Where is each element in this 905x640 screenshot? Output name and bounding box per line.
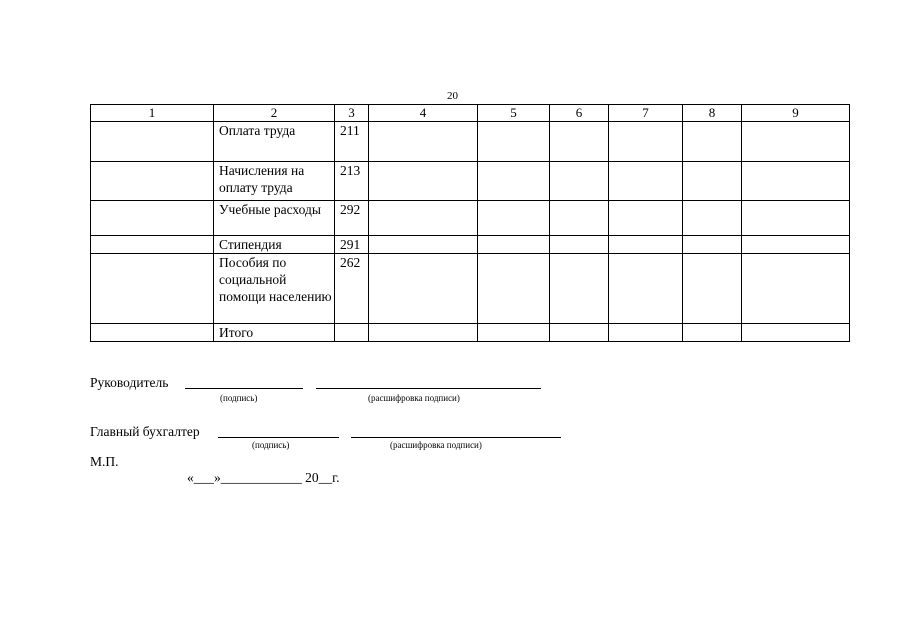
table-cell bbox=[369, 201, 478, 236]
table-cell bbox=[609, 254, 683, 324]
date-line: «___»____________ 20__г. bbox=[187, 470, 340, 485]
table-cell bbox=[369, 162, 478, 201]
row-code: 262 bbox=[335, 254, 369, 324]
row-code: 211 bbox=[335, 122, 369, 162]
signature-hint: (подпись) bbox=[220, 393, 258, 403]
table-cell bbox=[478, 162, 550, 201]
table-cell bbox=[478, 324, 550, 342]
budget-table bbox=[90, 104, 850, 342]
table-cell bbox=[91, 162, 214, 201]
column-header: 8 bbox=[683, 105, 742, 122]
table-cell bbox=[683, 162, 742, 201]
accountant-signature-line[interactable] bbox=[218, 437, 339, 438]
table-cell bbox=[609, 324, 683, 342]
column-header: 6 bbox=[550, 105, 609, 122]
head-transcript-line[interactable] bbox=[316, 388, 541, 389]
table-cell bbox=[742, 162, 850, 201]
table-cell bbox=[683, 324, 742, 342]
table-cell bbox=[609, 162, 683, 201]
table-cell bbox=[683, 201, 742, 236]
table-cell bbox=[478, 254, 550, 324]
row-name: Стипендия bbox=[214, 236, 335, 254]
table-row bbox=[91, 254, 850, 324]
table-cell bbox=[369, 324, 478, 342]
row-code bbox=[335, 324, 369, 342]
head-signature-line[interactable] bbox=[185, 388, 303, 389]
column-header: 7 bbox=[609, 105, 683, 122]
column-header: 1 bbox=[91, 105, 214, 122]
page-number: 20 bbox=[447, 90, 458, 102]
table-cell bbox=[609, 122, 683, 162]
table-cell bbox=[742, 201, 850, 236]
stamp-label: М.П. bbox=[90, 454, 119, 469]
table-cell bbox=[91, 254, 214, 324]
table-row bbox=[91, 324, 850, 342]
column-header: 3 bbox=[335, 105, 369, 122]
row-code: 291 bbox=[335, 236, 369, 254]
table-cell bbox=[369, 236, 478, 254]
head-label: Руководитель bbox=[90, 375, 169, 390]
table-cell bbox=[478, 236, 550, 254]
transcript-hint: (расшифровка подписи) bbox=[390, 440, 482, 450]
table-cell bbox=[742, 324, 850, 342]
row-name: Учебные расходы bbox=[214, 201, 335, 236]
table-cell bbox=[742, 236, 850, 254]
header-row bbox=[91, 105, 850, 122]
table-cell bbox=[91, 201, 214, 236]
table-cell bbox=[369, 254, 478, 324]
table-cell bbox=[91, 236, 214, 254]
row-name: Оплата труда bbox=[214, 122, 335, 162]
chief-accountant-label: Главный бухгалтер bbox=[90, 424, 200, 439]
table-cell bbox=[550, 236, 609, 254]
table-cell bbox=[550, 324, 609, 342]
table-row bbox=[91, 162, 850, 201]
table-cell bbox=[478, 201, 550, 236]
table-cell bbox=[478, 122, 550, 162]
table-row bbox=[91, 201, 850, 236]
table-cell bbox=[91, 122, 214, 162]
row-code: 292 bbox=[335, 201, 369, 236]
accountant-transcript-line[interactable] bbox=[351, 437, 561, 438]
table-row bbox=[91, 122, 850, 162]
table-cell bbox=[550, 162, 609, 201]
column-header: 2 bbox=[214, 105, 335, 122]
row-name: Начисления на оплату труда bbox=[214, 162, 335, 201]
table-cell bbox=[683, 236, 742, 254]
column-header: 9 bbox=[742, 105, 850, 122]
table-cell bbox=[742, 122, 850, 162]
table-cell bbox=[742, 254, 850, 324]
transcript-hint: (расшифровка подписи) bbox=[368, 393, 460, 403]
column-header: 5 bbox=[478, 105, 550, 122]
table-cell bbox=[550, 254, 609, 324]
table-cell bbox=[550, 122, 609, 162]
row-name: Итого bbox=[214, 324, 335, 342]
table-cell bbox=[609, 201, 683, 236]
row-code: 213 bbox=[335, 162, 369, 201]
table-cell bbox=[550, 201, 609, 236]
table-cell bbox=[91, 324, 214, 342]
table-cell bbox=[683, 254, 742, 324]
column-header: 4 bbox=[369, 105, 478, 122]
row-name: Пособия по социальной помощи населению bbox=[214, 254, 335, 324]
table-cell bbox=[369, 122, 478, 162]
signature-hint: (подпись) bbox=[252, 440, 290, 450]
table-row bbox=[91, 236, 850, 254]
table-cell bbox=[683, 122, 742, 162]
table-cell bbox=[609, 236, 683, 254]
